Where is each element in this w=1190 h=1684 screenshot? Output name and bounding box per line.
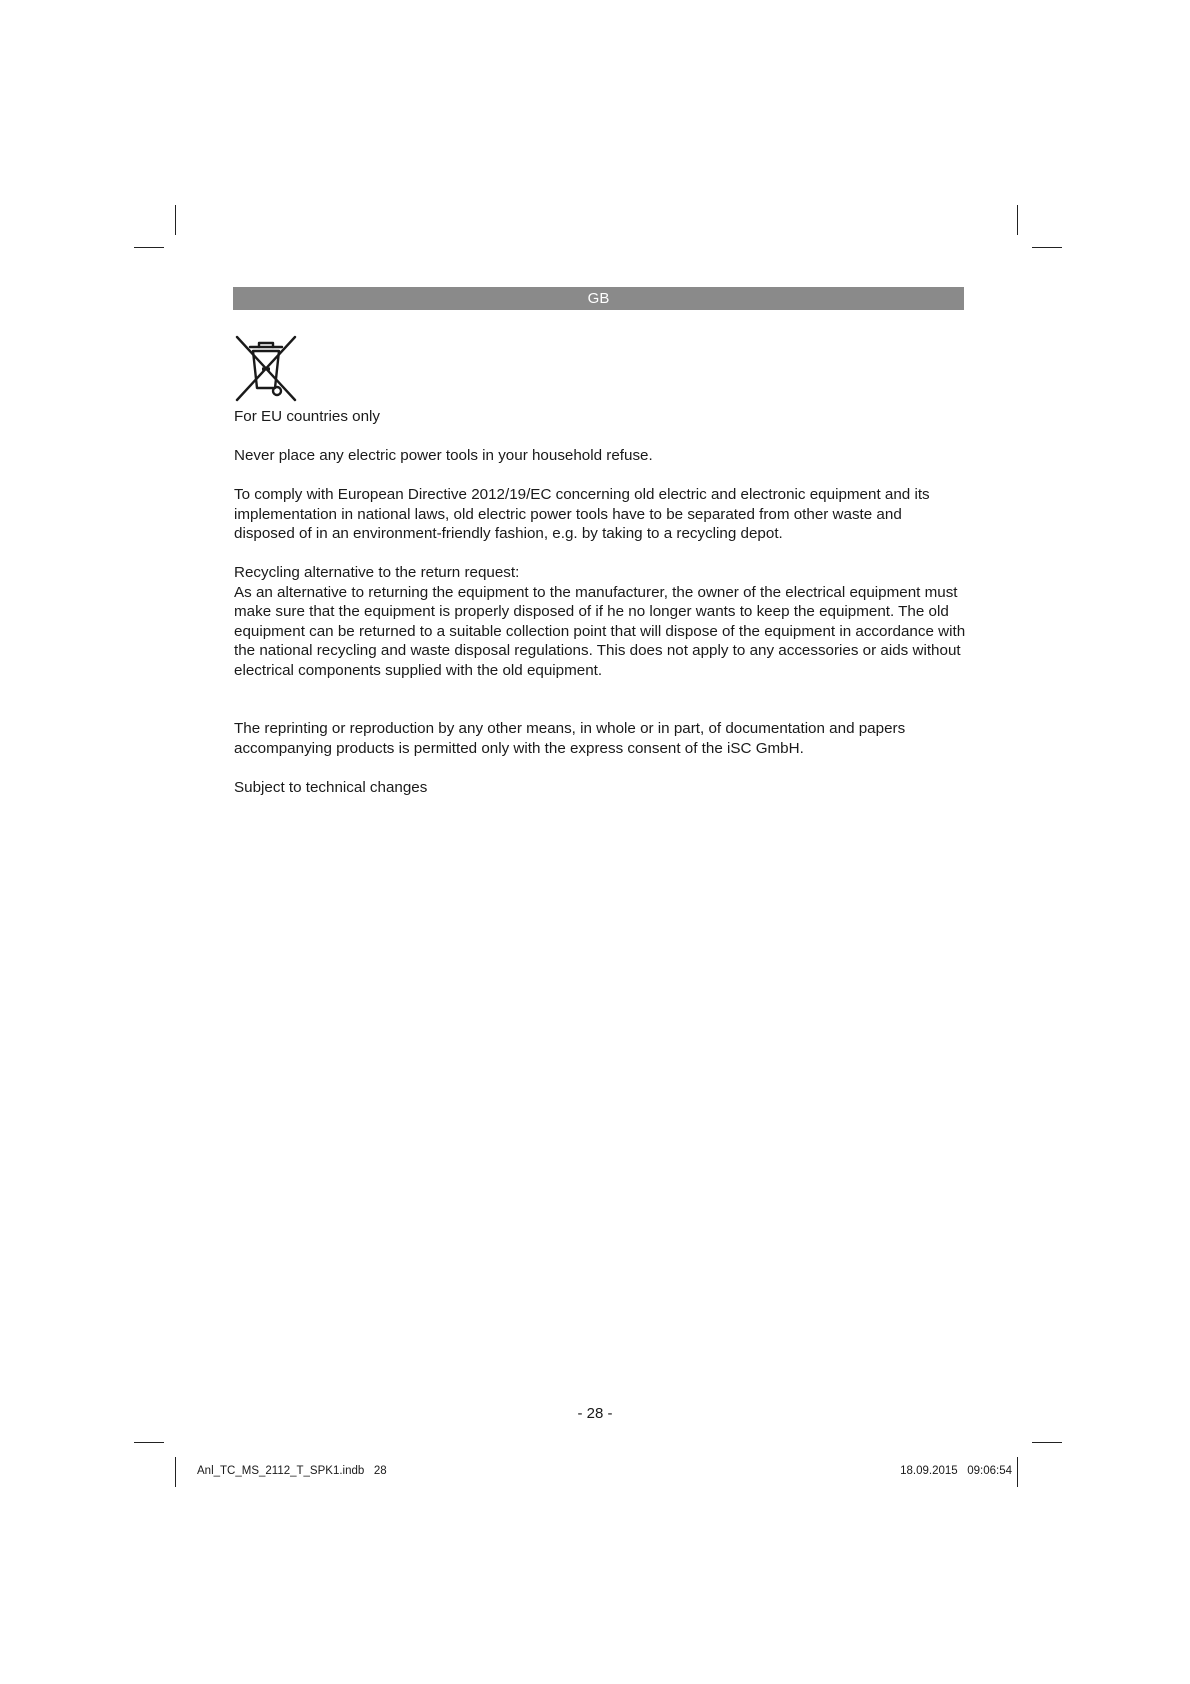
crop-mark xyxy=(134,1442,164,1443)
crop-mark xyxy=(1017,205,1018,235)
file-info: Anl_TC_MS_2112_T_SPK1.indb 28 xyxy=(197,1465,387,1477)
technical-changes-note: Subject to technical changes xyxy=(234,778,428,796)
disposal-content xyxy=(234,407,966,817)
crop-mark xyxy=(175,205,176,235)
recycling-paragraph xyxy=(234,563,966,680)
page-number: - 28 - xyxy=(577,1405,613,1422)
recycling-text: As an alternative to returning the equipment to the manufacturer, the owner of the electrical equipment must make sure that the equipment is properly disposed of if he no longer wants to keep the equipment. The old equipment can be returned to a suitable collection point that will dispose of the equipment in accordance with the national recycling and waste disposal regulations. This does not apply to any accessories or aids without electrical components supplied with the old equipment. xyxy=(234,583,966,679)
household-refuse-warning: Never place any electric power tools in your household refuse. xyxy=(234,447,653,464)
crop-mark xyxy=(134,247,164,248)
eu-only-note: For EU countries only xyxy=(234,408,381,425)
recycling-title: Recycling alternative to the return request: xyxy=(234,564,520,581)
crop-mark xyxy=(1017,1457,1018,1487)
reprinting-paragraph: The reprinting or reproduction by any other means, in whole or in part, of documentation and papers accompanying products is permitted only with the express consent of the iSC GmbH. xyxy=(234,720,906,757)
crop-mark xyxy=(175,1457,176,1487)
crop-mark xyxy=(1032,247,1062,248)
print-timestamp: 18.09.2015 09:06:54 xyxy=(900,1465,1012,1477)
directive-paragraph: To comply with European Directive 2012/19/EC concerning old electric and electronic equipment and its implementation in national laws, old electric power tools have to be separated from other waste and disposed of in an environment-friendly fashion, e.g. by taking to a recycling depot. xyxy=(234,486,930,542)
crop-mark xyxy=(1032,1442,1062,1443)
language-header-bar: GB xyxy=(233,287,964,310)
crossed-out-wheelie-bin-icon xyxy=(233,334,299,402)
